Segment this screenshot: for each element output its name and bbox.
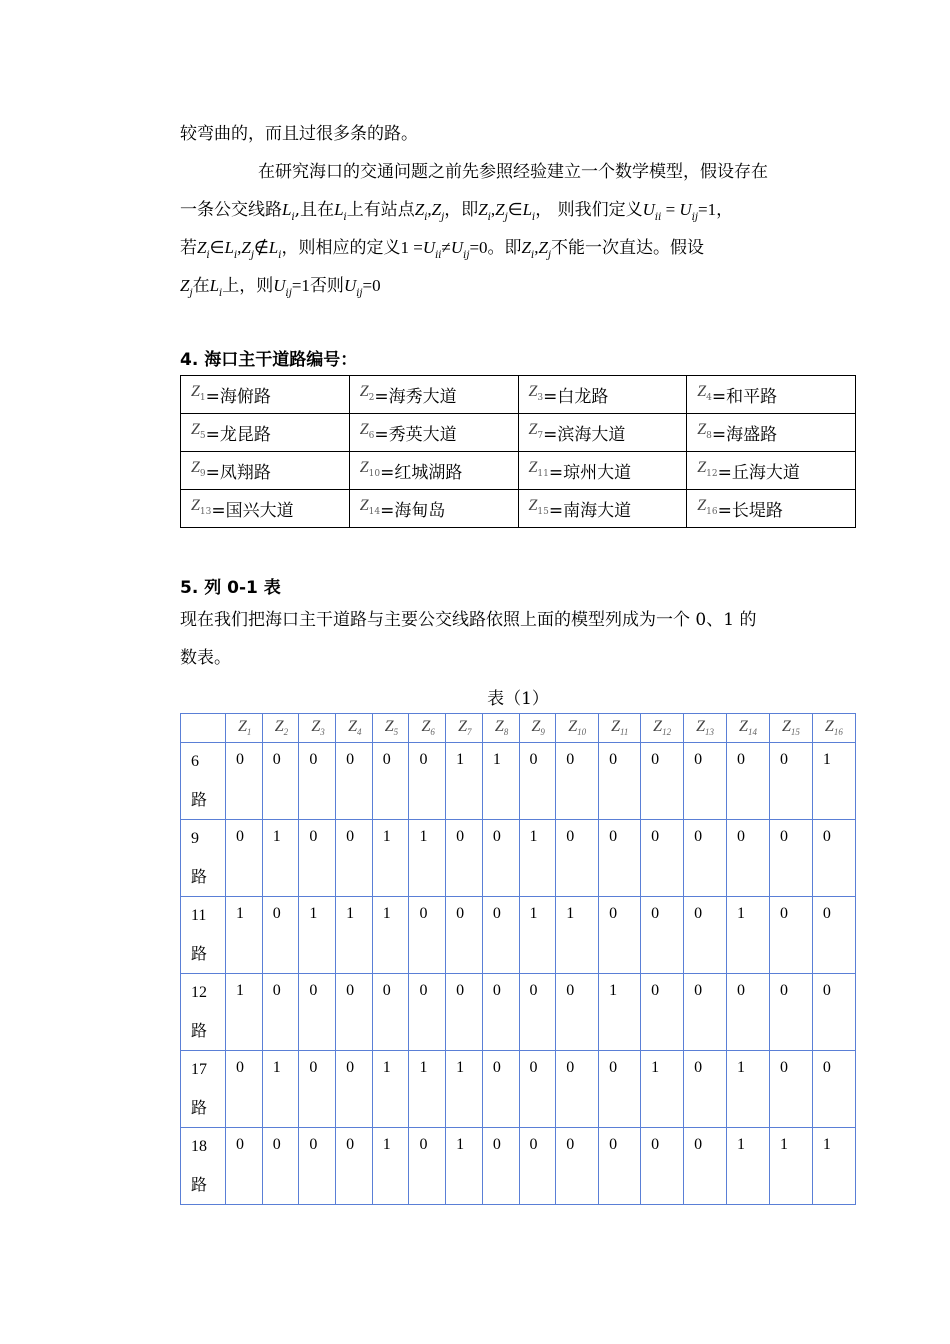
road-table-row — [181, 452, 856, 490]
road-name: =海秀大道 — [374, 387, 457, 407]
matrix-row — [181, 820, 856, 897]
matrix-cell: 0 — [262, 974, 299, 1051]
matrix-cell: 1 — [446, 1128, 483, 1205]
matrix-cell: 0 — [482, 974, 519, 1051]
matrix-cell: 0 — [336, 974, 373, 1051]
matrix-cell: 0 — [684, 820, 727, 897]
para-line-2: 一条公交线路$L_i$,且在$L_i$上有站点$Z_i,Z_j$，即$Z_i,Z_j\in L_i$， 则我们定义$U_{ii} = U_{ij}=1$， — [180, 200, 734, 223]
matrix-corner-cell — [181, 714, 226, 743]
matrix-header-cell: $Z_{13}$ — [684, 714, 727, 743]
matrix-cell: 1 — [372, 820, 409, 897]
matrix-cell: 0 — [556, 1051, 599, 1128]
matrix-cell: 0 — [599, 1051, 641, 1128]
matrix-cell: 0 — [684, 974, 727, 1051]
road-number: 8 — [706, 431, 712, 441]
matrix-cell: 0 — [684, 1128, 727, 1205]
road-number: 7 — [537, 431, 544, 441]
road-cell: Z1=海俯路 — [181, 376, 350, 414]
matrix-cell: 0 — [556, 974, 599, 1051]
matrix-cell: 0 — [599, 820, 641, 897]
matrix-cell: 0 — [482, 897, 519, 974]
road-cell: Z6=秀英大道 — [349, 414, 518, 452]
matrix-cell: 0 — [599, 897, 641, 974]
matrix-cell: 0 — [641, 1128, 684, 1205]
section-5-text-1: 现在我们把海口主干道路与主要公交线路依照上面的模型列成为一个 0、1 的 — [180, 610, 757, 630]
matrix-cell: 0 — [556, 743, 599, 820]
matrix-header-cell: $Z_9$ — [519, 714, 556, 743]
road-name: =秀英大道 — [374, 425, 457, 445]
road-name: =海甸岛 — [380, 501, 446, 521]
matrix-cell: 1 — [262, 1051, 299, 1128]
road-cell: Z11=琼州大道 — [518, 452, 687, 490]
matrix-header-cell: $Z_1$ — [226, 714, 263, 743]
road-table-row — [181, 490, 856, 528]
matrix-cell: 1 — [372, 1051, 409, 1128]
road-number: 11 — [537, 469, 549, 479]
road-name: =红城湖路 — [380, 463, 463, 483]
road-name: =龙昆路 — [205, 425, 271, 445]
matrix-cell: 0 — [769, 1051, 812, 1128]
road-name: =凤翔路 — [205, 463, 271, 483]
section-5-title: 5. 列 0-1 表 — [180, 578, 281, 598]
matrix-cell: 1 — [226, 974, 263, 1051]
section-4-title: 4. 海口主干道路编号： — [180, 350, 358, 370]
matrix-cell: 0 — [769, 897, 812, 974]
matrix-row — [181, 743, 856, 820]
matrix-cell: 1 — [446, 743, 483, 820]
road-cell: Z7=滨海大道 — [518, 414, 687, 452]
matrix-cell: 1 — [556, 897, 599, 974]
matrix-header-cell: $Z_{12}$ — [641, 714, 684, 743]
matrix-cell: 1 — [641, 1051, 684, 1128]
matrix-cell: 1 — [372, 1128, 409, 1205]
matrix-cell: 0 — [556, 1128, 599, 1205]
matrix-cell: 0 — [519, 974, 556, 1051]
matrix-cell: 0 — [336, 820, 373, 897]
matrix-cell: 0 — [812, 820, 855, 897]
road-cell: Z16=长堤路 — [687, 490, 856, 528]
matrix-cell: 1 — [812, 1128, 855, 1205]
matrix-cell: 0 — [599, 743, 641, 820]
matrix-cell: 0 — [812, 1051, 855, 1128]
matrix-cell: 0 — [336, 1128, 373, 1205]
road-number: 5 — [199, 431, 206, 441]
road-cell: Z4=和平路 — [687, 376, 856, 414]
matrix-cell: 0 — [812, 974, 855, 1051]
matrix-row — [181, 974, 856, 1051]
matrix-cell: 0 — [769, 743, 812, 820]
road-number: 9 — [199, 469, 206, 479]
road-number: 3 — [537, 393, 544, 403]
road-number-table — [180, 375, 856, 528]
matrix-header-cell: $Z_7$ — [446, 714, 483, 743]
matrix-row-label: 6 路 — [181, 743, 226, 820]
matrix-header-cell: $Z_6$ — [409, 714, 446, 743]
road-cell: Z8=海盛路 — [687, 414, 856, 452]
matrix-cell: 0 — [769, 974, 812, 1051]
matrix-cell: 0 — [519, 1128, 556, 1205]
matrix-cell: 0 — [482, 820, 519, 897]
matrix-cell: 0 — [684, 743, 727, 820]
matrix-header-cell: $Z_3$ — [299, 714, 336, 743]
matrix-header-cell: $Z_2$ — [262, 714, 299, 743]
matrix-header-cell: $Z_{11}$ — [599, 714, 641, 743]
road-number: 15 — [537, 507, 549, 517]
matrix-cell: 0 — [372, 974, 409, 1051]
matrix-cell: 0 — [446, 897, 483, 974]
road-cell: Z14=海甸岛 — [349, 490, 518, 528]
matrix-cell: 1 — [727, 1051, 770, 1128]
matrix-cell: 0 — [769, 820, 812, 897]
matrix-cell: 1 — [226, 897, 263, 974]
matrix-cell: 1 — [262, 820, 299, 897]
matrix-cell: 0 — [641, 820, 684, 897]
road-name: =南海大道 — [548, 501, 632, 521]
matrix-cell: 0 — [299, 820, 336, 897]
road-number: 10 — [368, 469, 381, 479]
matrix-cell: 0 — [446, 820, 483, 897]
matrix-cell: 0 — [299, 1051, 336, 1128]
matrix-header-cell: $Z_{16}$ — [812, 714, 855, 743]
matrix-cell: 0 — [299, 743, 336, 820]
road-cell: Z10=红城湖路 — [349, 452, 518, 490]
matrix-cell: 0 — [226, 1051, 263, 1128]
matrix-header-cell: $Z_{14}$ — [727, 714, 770, 743]
matrix-cell: 1 — [482, 743, 519, 820]
matrix-header-cell: $Z_8$ — [482, 714, 519, 743]
road-name: =滨海大道 — [543, 425, 626, 445]
matrix-cell: 1 — [519, 820, 556, 897]
matrix-cell: 0 — [641, 743, 684, 820]
matrix-row — [181, 1128, 856, 1205]
matrix-header-cell: $Z_4$ — [336, 714, 373, 743]
matrix-header-cell: $Z_5$ — [372, 714, 409, 743]
matrix-cell: 0 — [409, 897, 446, 974]
matrix-cell: 0 — [641, 974, 684, 1051]
matrix-row-label: 17 路 — [181, 1051, 226, 1128]
section-5-text-2: 数表。 — [180, 648, 231, 668]
matrix-header-cell: $Z_{15}$ — [769, 714, 812, 743]
matrix-cell: 1 — [409, 1051, 446, 1128]
road-number: 4 — [706, 393, 712, 403]
matrix-header-cell: $Z_{10}$ — [556, 714, 599, 743]
matrix-cell: 0 — [226, 743, 263, 820]
road-number: 16 — [706, 507, 718, 517]
road-cell: Z12=丘海大道 — [687, 452, 856, 490]
para-line-4: $Z_j$在$L_i$上，则$U_{ij}=1$否则$U_{ij}=0$ — [180, 276, 381, 299]
matrix-cell: 0 — [482, 1051, 519, 1128]
matrix-cell: 1 — [409, 820, 446, 897]
matrix-cell: 0 — [482, 1128, 519, 1205]
road-table-row — [181, 376, 856, 414]
road-cell: Z15=南海大道 — [518, 490, 687, 528]
road-number: 12 — [706, 469, 718, 479]
matrix-cell: 0 — [519, 743, 556, 820]
para-line-1: 在研究海口的交通问题之前先参照经验建立一个数学模型，假设存在 — [258, 162, 768, 182]
matrix-cell: 0 — [446, 974, 483, 1051]
matrix-cell: 0 — [684, 1051, 727, 1128]
matrix-cell: 0 — [599, 1128, 641, 1205]
matrix-row-label: 9 路 — [181, 820, 226, 897]
matrix-cell: 0 — [409, 1128, 446, 1205]
matrix-row — [181, 897, 856, 974]
matrix-cell: 1 — [446, 1051, 483, 1128]
road-cell: Z3=白龙路 — [518, 376, 687, 414]
matrix-cell: 0 — [262, 897, 299, 974]
matrix-cell: 0 — [409, 974, 446, 1051]
matrix-cell: 0 — [336, 743, 373, 820]
matrix-cell: 1 — [372, 897, 409, 974]
matrix-cell: 1 — [599, 974, 641, 1051]
matrix-cell: 0 — [262, 1128, 299, 1205]
matrix-cell: 0 — [336, 1051, 373, 1128]
matrix-row-label: 12 路 — [181, 974, 226, 1051]
matrix-cell: 0 — [641, 897, 684, 974]
matrix-cell: 0 — [372, 743, 409, 820]
road-name: =海俯路 — [205, 387, 271, 407]
road-number: 13 — [199, 507, 212, 517]
road-cell: Z5=龙昆路 — [181, 414, 350, 452]
road-name: =和平路 — [711, 387, 778, 407]
matrix-cell: 0 — [519, 1051, 556, 1128]
matrix-cell: 0 — [226, 1128, 263, 1205]
road-name: =长堤路 — [717, 501, 783, 521]
matrix-cell: 1 — [519, 897, 556, 974]
road-number: 2 — [368, 393, 375, 403]
road-number: 1 — [199, 393, 206, 403]
matrix-row — [181, 1051, 856, 1128]
matrix-cell: 1 — [299, 897, 336, 974]
matrix-header-row — [181, 714, 856, 743]
road-cell: Z13=国兴大道 — [181, 490, 350, 528]
intro-line: 较弯曲的，而且过很多条的路。 — [180, 124, 418, 144]
matrix-cell: 0 — [727, 974, 770, 1051]
matrix-cell: 1 — [336, 897, 373, 974]
matrix-cell: 0 — [684, 897, 727, 974]
road-table-row — [181, 414, 856, 452]
matrix-cell: 0 — [299, 974, 336, 1051]
matrix-row-label: 18 路 — [181, 1128, 226, 1205]
road-name: =琼州大道 — [548, 463, 632, 483]
matrix-cell: 1 — [812, 743, 855, 820]
matrix-cell: 1 — [727, 897, 770, 974]
road-name: =海盛路 — [711, 425, 778, 445]
road-name: =国兴大道 — [211, 501, 294, 521]
matrix-cell: 0 — [727, 820, 770, 897]
matrix-cell: 1 — [727, 1128, 770, 1205]
matrix-cell: 0 — [262, 743, 299, 820]
road-name: =白龙路 — [543, 387, 609, 407]
matrix-cell: 0 — [299, 1128, 336, 1205]
matrix-cell: 0 — [409, 743, 446, 820]
matrix-row-label: 11 路 — [181, 897, 226, 974]
para-line-3: 若$Z_i\in L_i,Z_j\notin L_i$，则相应的定义$1 =U_{ii}\ne U_{ij}=0$。即$Z_i,Z_j$不能一次直达。假设 — [180, 238, 705, 261]
road-number: 6 — [368, 431, 375, 441]
matrix-cell: 0 — [226, 820, 263, 897]
table-caption: 表（1） — [487, 689, 549, 709]
road-cell: Z9=凤翔路 — [181, 452, 350, 490]
matrix-cell: 0 — [556, 820, 599, 897]
road-number: 14 — [368, 507, 381, 517]
matrix-cell: 0 — [812, 897, 855, 974]
matrix-cell: 0 — [727, 743, 770, 820]
road-cell: Z2=海秀大道 — [349, 376, 518, 414]
zero-one-matrix-table — [180, 713, 856, 1205]
matrix-cell: 1 — [769, 1128, 812, 1205]
road-name: =丘海大道 — [717, 463, 800, 483]
